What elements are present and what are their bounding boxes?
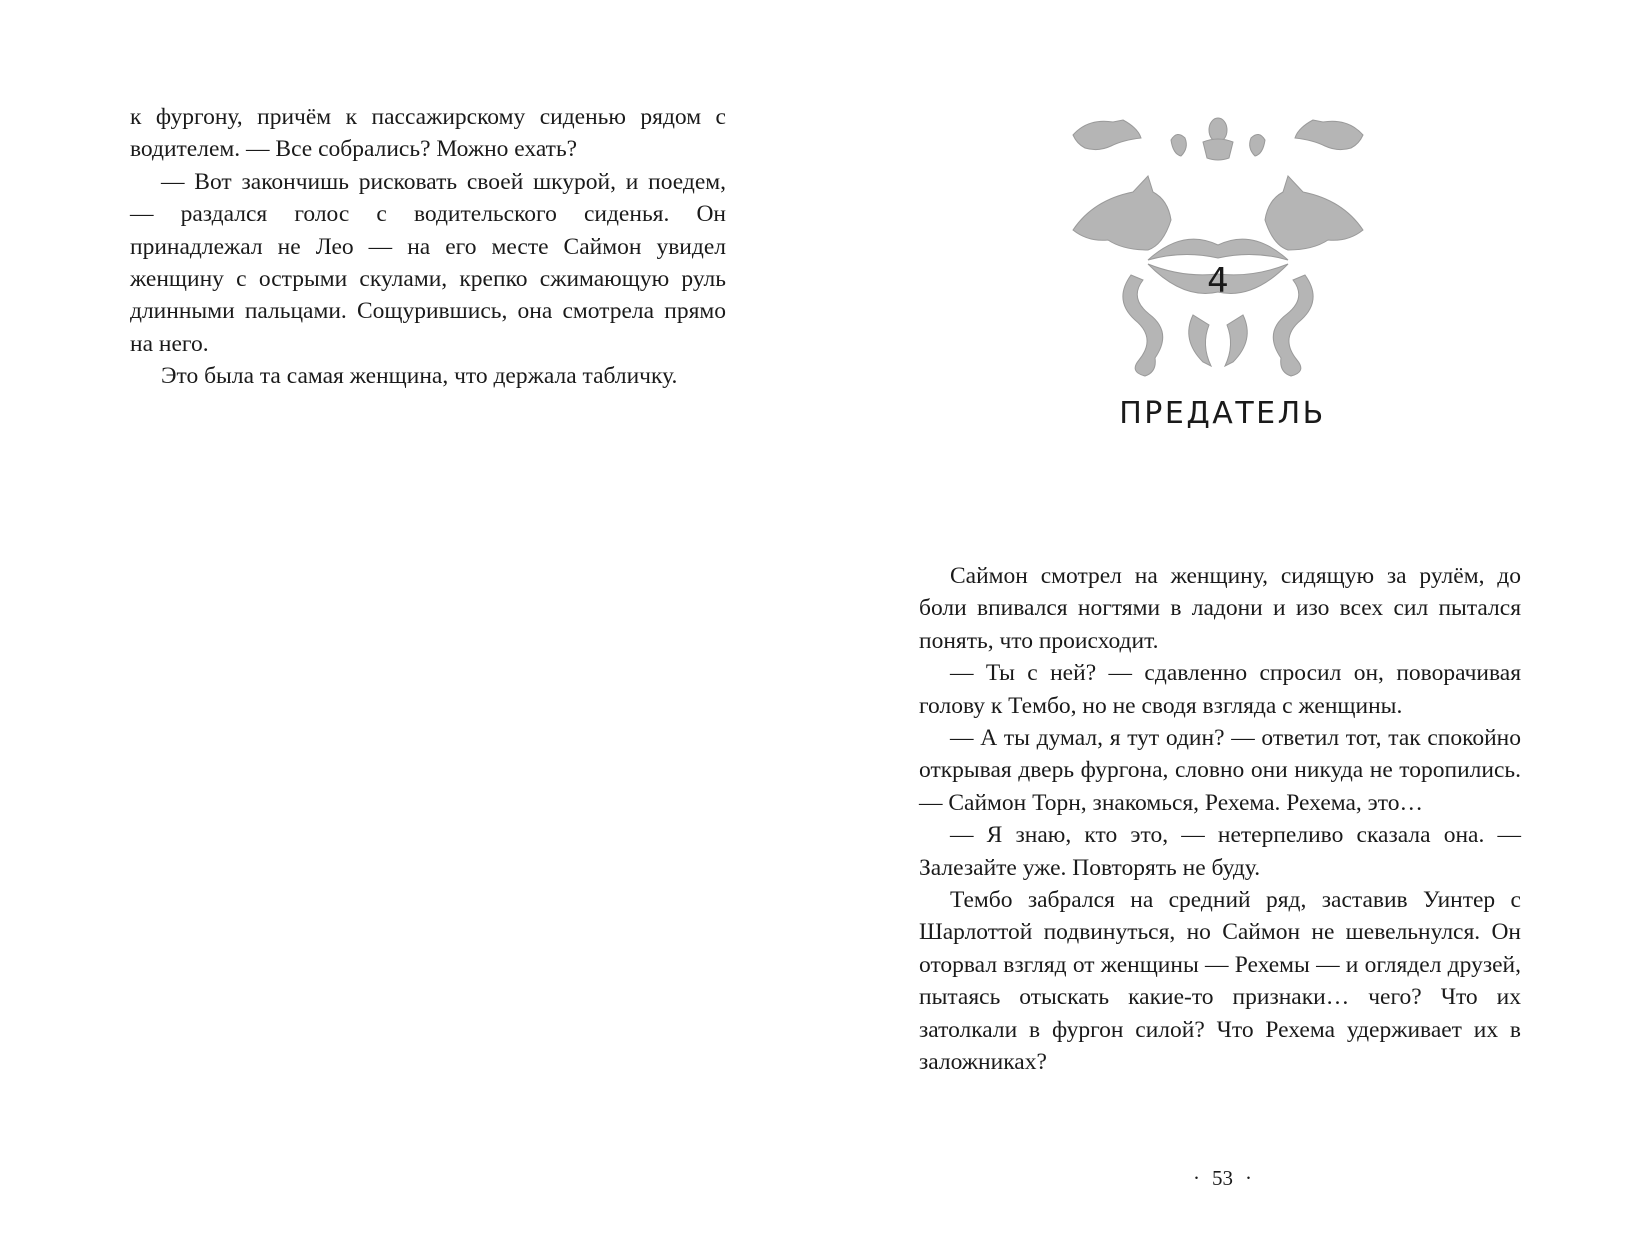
paragraph: Тембо забрался на средний ряд, заставив Уинтер с Шарлоттой подвинуться, но Саймон не шевельнулся. Он оторвал взгляд от женщины — Рехемы — и оглядел друзей, пытаясь отыскать какие-то признаки… чего? Что их затолкали в фургон силой? Что Рехема удерживает их в заложниках? <box>919 887 1521 1076</box>
page-number <box>815 1166 1630 1191</box>
paragraph: Это была та самая женщина, что держала табличку. <box>161 363 678 390</box>
paragraph: — Вот закончишь рисковать своей шкурой, и поедем, — раздался голос с водительского сиденья. Он принадлежал не Лео — на его месте Саймон увидел женщину с острыми скулами, крепко сжимающую руль длинными пальцами. Сощурившись, она смотрела прямо на него. <box>130 168 726 357</box>
page-number-value: 53 <box>1212 1166 1233 1190</box>
paragraph: — А ты думал, я тут один? — ответил тот, так спокойно открывая дверь фургона, словно они никуда не торопились. — Саймон Торн, знакомься, Рехема. Рехема, это… <box>919 725 1521 816</box>
page-number-dot: · <box>1245 1166 1252 1190</box>
paragraph: — Я знаю, кто это, — нетерпеливо сказала она. — Залезайте уже. Повторять не буду. <box>919 822 1521 881</box>
paragraph: к фургону, причём к пассажирскому сиденью рядом с водителем. — Все собрались? Можно ехать? <box>130 104 726 163</box>
paragraph: Саймон смотрел на женщину, сидящую за рулём, до боли впивался ногтями в ладони и изо всех сил пытался понять, что происходит. <box>919 563 1521 654</box>
chapter-number: 4 <box>1207 261 1229 301</box>
page-number-dot: · <box>1193 1166 1200 1190</box>
chapter-emblem-icon <box>1053 100 1383 380</box>
paragraph: — Ты с ней? — сдавленно спросил он, поворачивая голову к Тембо, но не сводя взгляда с женщины. <box>919 660 1521 719</box>
right-page-text <box>919 560 1521 1079</box>
left-page-text <box>130 101 726 393</box>
chapter-title: ПРЕДАТЕЛЬ <box>1119 396 1326 431</box>
right-page <box>815 0 1630 1252</box>
